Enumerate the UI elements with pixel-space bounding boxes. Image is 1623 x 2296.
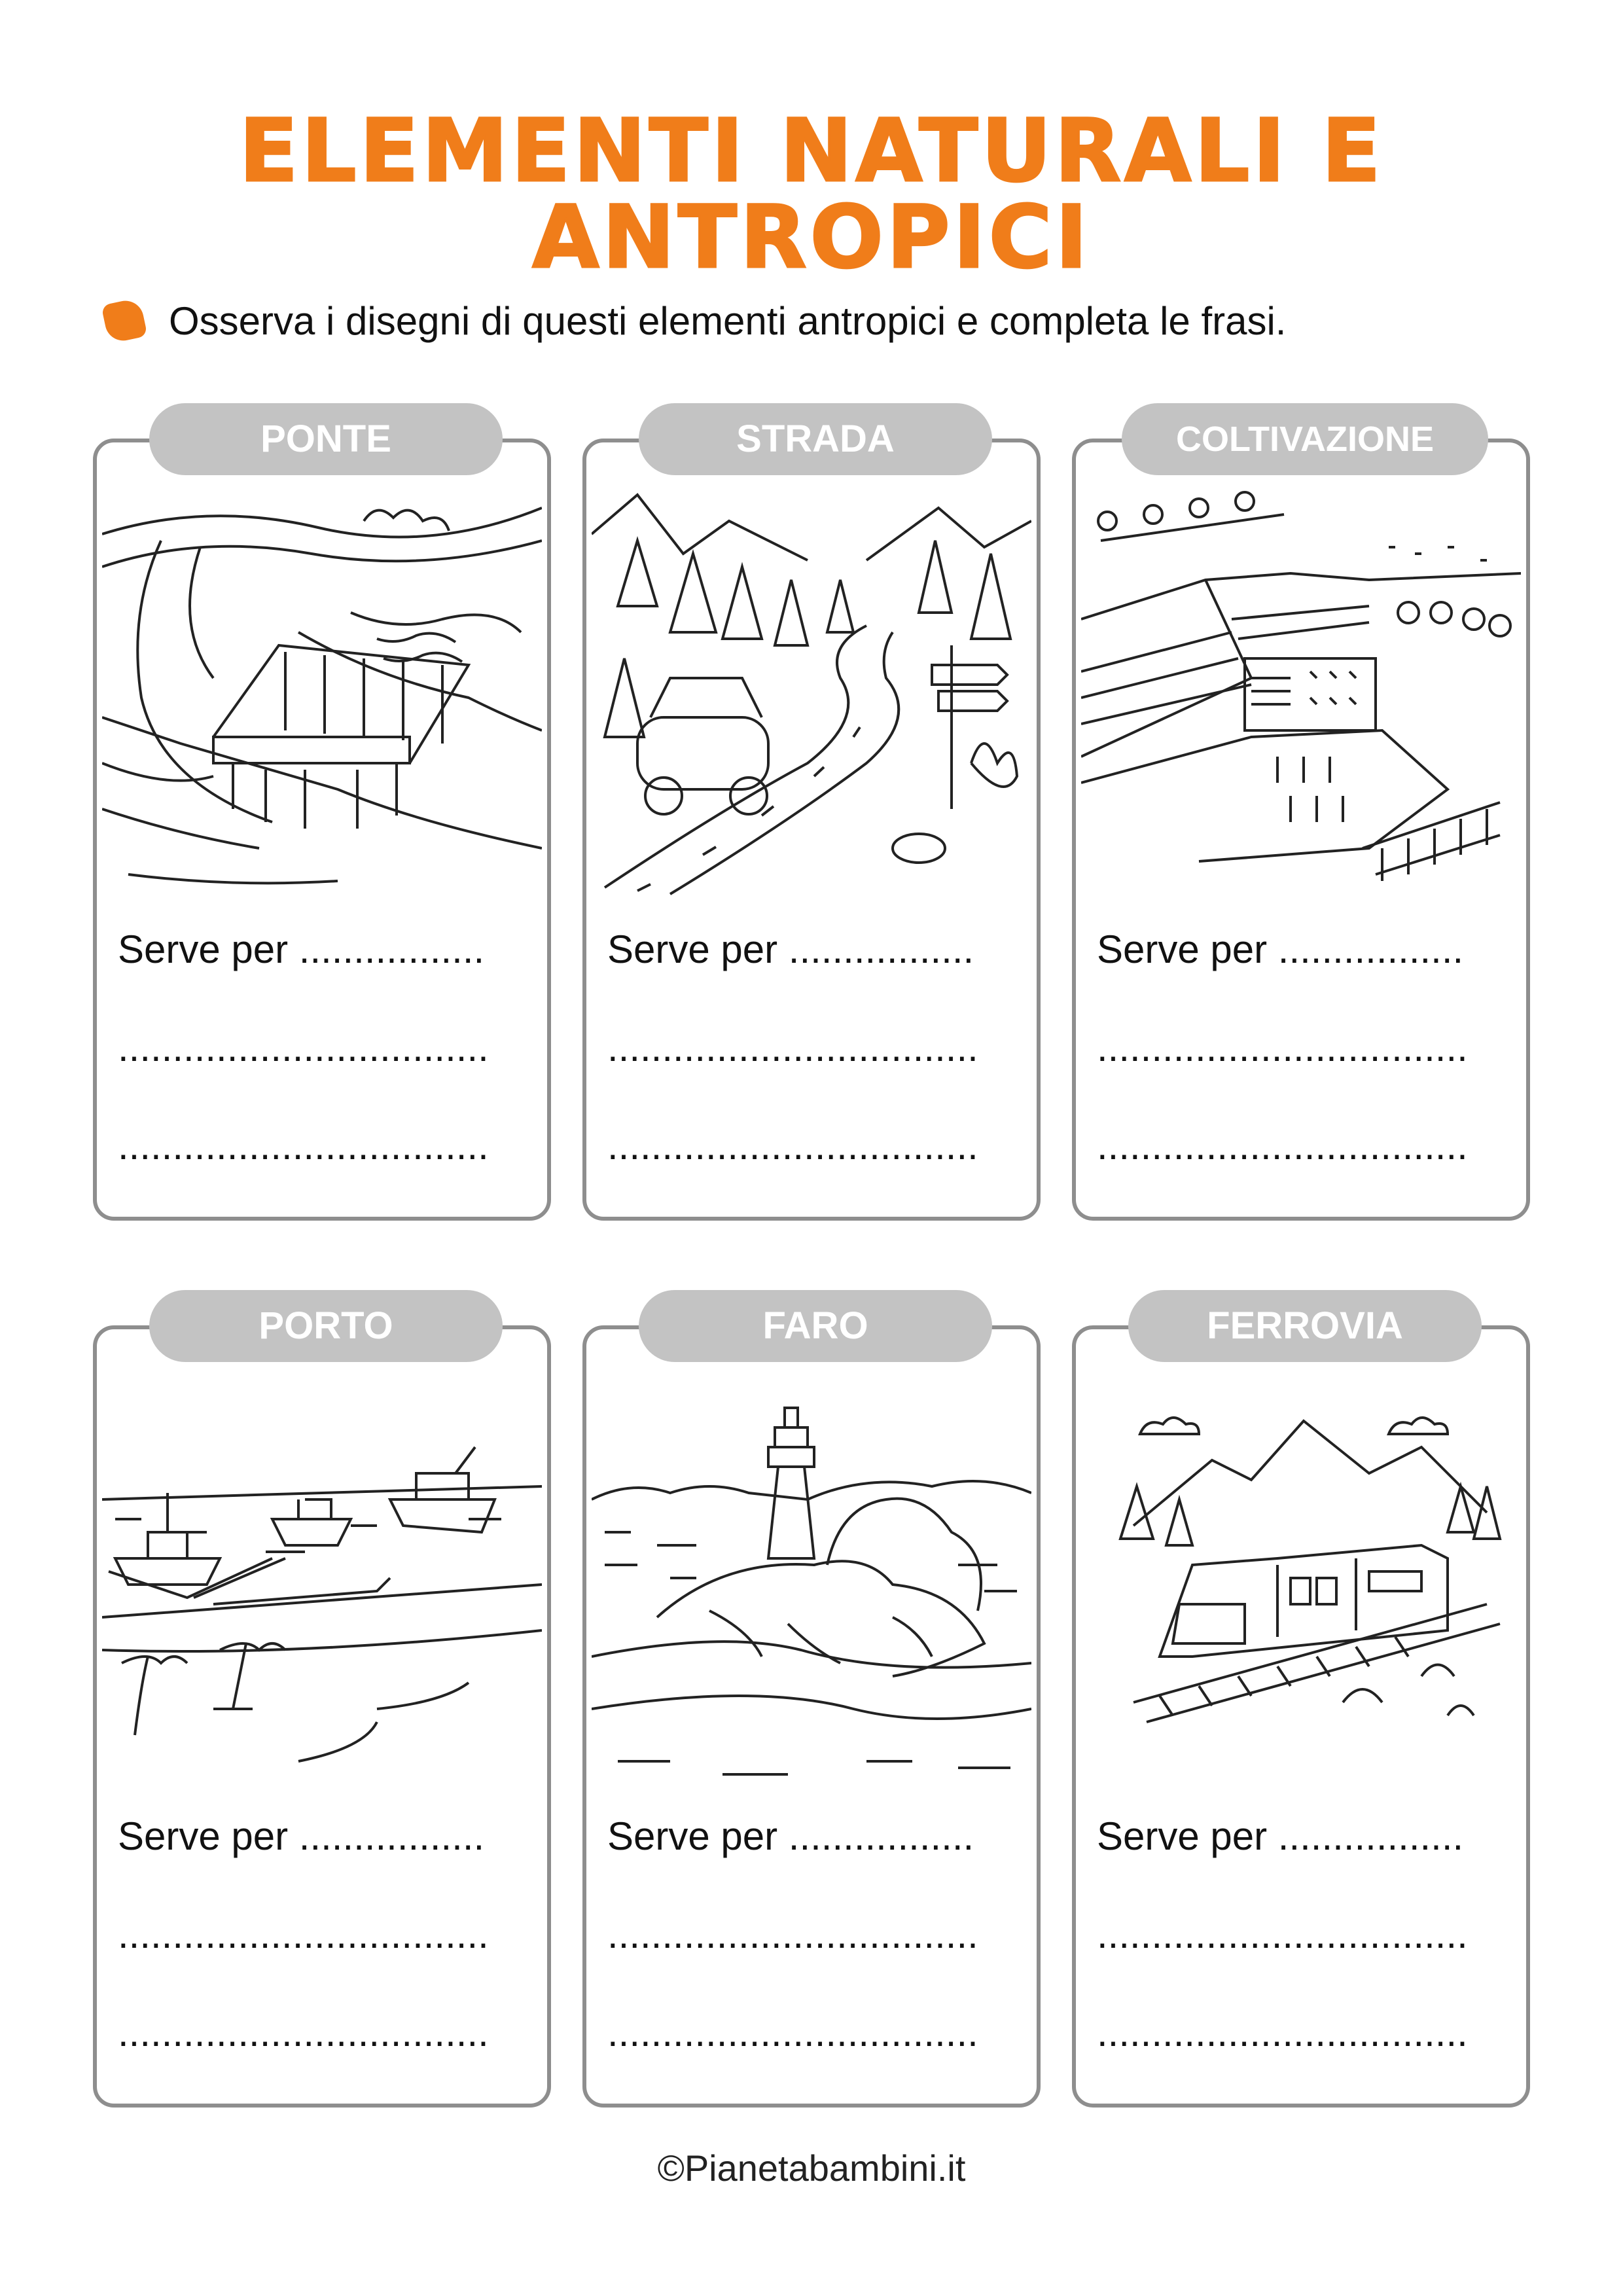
answer-line[interactable]: ..................................	[607, 2011, 978, 2054]
answer-line[interactable]: ..................................	[1097, 1124, 1468, 1168]
answer-prompt: Serve per .................	[1097, 927, 1464, 971]
answer-line[interactable]: ..................................	[118, 2011, 489, 2054]
bullet-icon	[101, 297, 147, 344]
card-label: PORTO	[149, 1290, 503, 1362]
answer-prompt: Serve per .................	[607, 927, 974, 971]
lighthouse-illustration	[592, 1369, 1031, 1787]
card-label: FERROVIA	[1128, 1290, 1482, 1362]
card-ferrovia	[1072, 1304, 1530, 2108]
instruction-text: Osserva i disegni di questi elementi antropici e completa le frasi.	[169, 298, 1287, 343]
bridge-illustration	[102, 482, 542, 901]
answer-line[interactable]: ..................................	[118, 1124, 489, 1168]
card-label: COLTIVAZIONE	[1122, 403, 1488, 475]
railway-illustration	[1081, 1369, 1521, 1787]
card-label: PONTE	[149, 403, 503, 475]
answer-line[interactable]: ..................................	[607, 1026, 978, 1069]
answer-prompt: Serve per .................	[1097, 1814, 1464, 1858]
card-ponte	[93, 418, 551, 1221]
answer-line[interactable]: ..................................	[118, 1912, 489, 1956]
card-faro	[582, 1304, 1041, 2108]
fields-illustration	[1081, 482, 1521, 901]
instruction	[105, 295, 1286, 347]
card-strada	[582, 418, 1041, 1221]
card-label: FARO	[639, 1290, 992, 1362]
answer-line[interactable]: ..................................	[1097, 1912, 1468, 1956]
answer-line[interactable]: ..................................	[607, 1124, 978, 1168]
answer-prompt: Serve per .................	[118, 927, 485, 971]
answer-line[interactable]: ..................................	[607, 1912, 978, 1956]
road-illustration	[592, 482, 1031, 901]
card-label: STRADA	[639, 403, 992, 475]
page-title: ELEMENTI NATURALI E ANTROPICI	[239, 101, 1384, 288]
answer-prompt: Serve per .................	[607, 1814, 974, 1858]
card-coltivazione	[1072, 420, 1530, 1221]
card-porto	[93, 1304, 551, 2108]
answer-line[interactable]: ..................................	[118, 1026, 489, 1069]
harbor-illustration	[102, 1369, 542, 1787]
answer-prompt: Serve per .................	[118, 1814, 485, 1858]
footer-credit: ©Pianetabambini.it	[657, 2147, 966, 2189]
answer-line[interactable]: ..................................	[1097, 1026, 1468, 1069]
answer-line[interactable]: ..................................	[1097, 2011, 1468, 2054]
